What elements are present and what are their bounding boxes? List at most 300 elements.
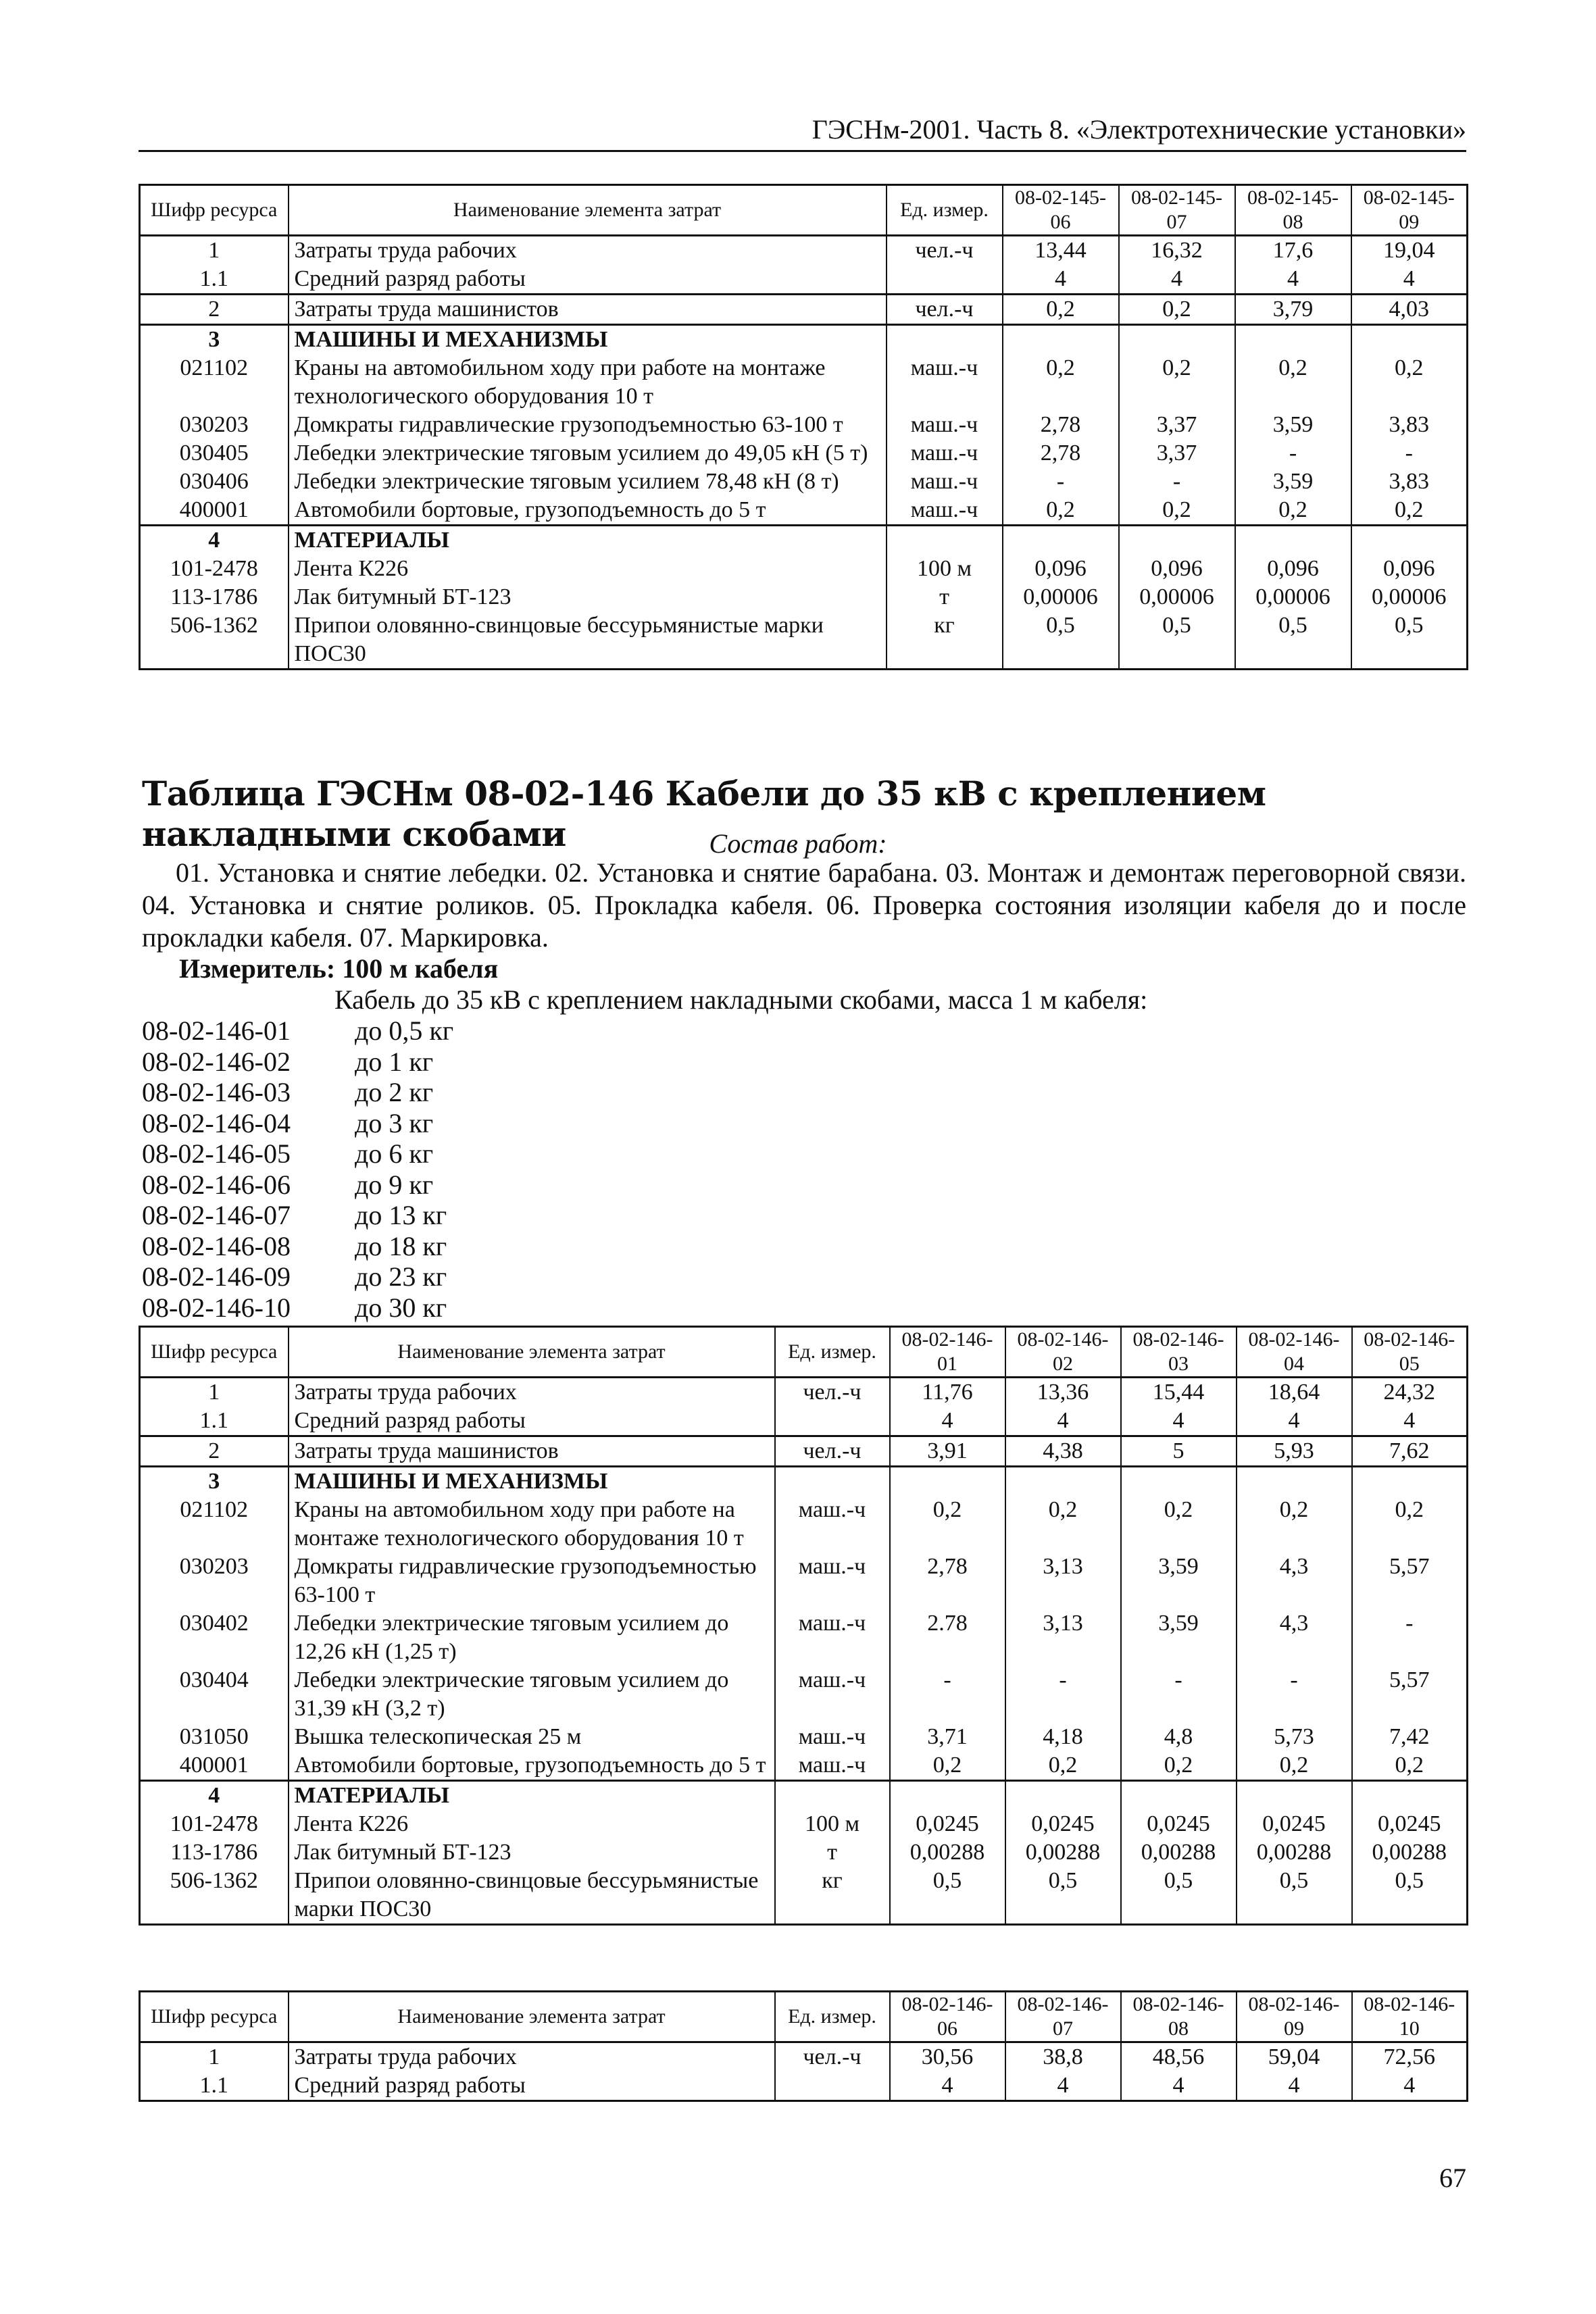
cell-code: 030402 <box>140 1609 289 1666</box>
cell-value: 3,37 <box>1119 411 1235 439</box>
cell-name: Автомобили бортовые, грузоподъемность до 5 т <box>289 496 887 526</box>
col-header-name: Наименование элемента затрат <box>289 1327 775 1378</box>
cell-value: 0,2 <box>1003 354 1119 411</box>
cell-value: 0,2 <box>1352 1751 1468 1781</box>
col-header-name: Наименование элемента затрат <box>289 185 887 236</box>
cell-value: 17,6 <box>1235 236 1351 266</box>
cell-value: - <box>1005 1666 1121 1723</box>
cell-value: 4,8 <box>1121 1723 1237 1751</box>
variants-intro: Кабель до 35 кВ с креплением накладными скобами, масса 1 м кабеля: <box>334 984 1148 1015</box>
variant-item <box>142 1292 453 1324</box>
cell-value: 3,59 <box>1121 1553 1237 1609</box>
variant-item <box>142 1169 453 1201</box>
cell-value: 0,5 <box>1351 611 1468 670</box>
cell-value <box>1237 1467 1352 1496</box>
table-row <box>140 295 1468 325</box>
cell-value: 7,42 <box>1352 1723 1468 1751</box>
variant-item <box>142 1108 453 1139</box>
cell-value: 0,2 <box>890 1751 1005 1781</box>
table-header-row <box>140 1992 1468 2042</box>
cell-value: 4 <box>1121 1407 1237 1436</box>
variant-item <box>142 1077 453 1108</box>
cell-name: Краны на автомобильном ходу при работе на монтаже технологического оборудования 10 т <box>289 1496 775 1553</box>
cell-code: 021102 <box>140 1496 289 1553</box>
cell-name: Лента К226 <box>289 1810 775 1838</box>
table-row <box>140 265 1468 295</box>
col-header-code: Шифр ресурса <box>140 1327 289 1378</box>
cell-name: Затраты труда машинистов <box>289 1436 775 1467</box>
col-header-code: Шифр ресурса <box>140 1992 289 2042</box>
cell-value: 4 <box>1352 1407 1468 1436</box>
cell-value: 0,5 <box>1119 611 1235 670</box>
cell-value <box>1235 526 1351 555</box>
col-header-unit: Ед. измер. <box>775 1992 890 2042</box>
cell-unit: 100 м <box>775 1810 890 1838</box>
cell-code: 4 <box>140 1781 289 1811</box>
cell-value: 4 <box>890 1407 1005 1436</box>
col-header-norm: 08-02-145-09 <box>1351 185 1468 236</box>
cell-name: Лак битумный БТ-123 <box>289 1838 775 1867</box>
cell-name: Средний разряд работы <box>289 2071 775 2101</box>
cell-name: Лебедки электрические тяговым усилием до 31,39 кН (3,2 т) <box>289 1666 775 1723</box>
cell-value: 0,2 <box>1235 354 1351 411</box>
cell-value: 5,73 <box>1237 1723 1352 1751</box>
variant-list <box>142 1015 453 1323</box>
cell-value: 4 <box>890 2071 1005 2101</box>
cell-value: 0,2 <box>1237 1751 1352 1781</box>
cell-value: 19,04 <box>1351 236 1468 266</box>
cell-value: 4,3 <box>1237 1609 1352 1666</box>
table-row <box>140 555 1468 583</box>
cell-name: МАТЕРИАЛЫ <box>289 1781 775 1811</box>
cell-unit: маш.-ч <box>775 1751 890 1781</box>
cell-value: 0,2 <box>1235 496 1351 526</box>
cell-name: МАШИНЫ И МЕХАНИЗМЫ <box>289 1467 775 1496</box>
cell-code: 101-2478 <box>140 555 289 583</box>
cell-value: 0,5 <box>1237 1867 1352 1925</box>
cell-unit: маш.-ч <box>887 468 1003 496</box>
col-header-norm: 08-02-145-06 <box>1003 185 1119 236</box>
variant-desc: до 18 кг <box>355 1230 447 1261</box>
cell-value: 2.78 <box>890 1609 1005 1666</box>
variant-code: 08-02-146-09 <box>142 1261 291 1292</box>
cell-value: 0,00006 <box>1235 583 1351 611</box>
cell-code: 2 <box>140 295 289 325</box>
cell-value: 0,00006 <box>1351 583 1468 611</box>
norm-table-146-a <box>139 1326 1468 1926</box>
cell-value: 0,096 <box>1003 555 1119 583</box>
cell-value: 4 <box>1003 265 1119 295</box>
cell-value: 0,5 <box>1352 1867 1468 1925</box>
cell-value <box>1235 325 1351 355</box>
cell-value: 2,78 <box>1003 439 1119 468</box>
table-row <box>140 1609 1468 1666</box>
cell-value: 2,78 <box>890 1553 1005 1609</box>
variant-code: 08-02-146-01 <box>142 1015 291 1046</box>
cell-value: 0,5 <box>890 1867 1005 1925</box>
cell-value: 48,56 <box>1121 2042 1237 2072</box>
cell-value: 0,00006 <box>1003 583 1119 611</box>
cell-value: 3,83 <box>1351 468 1468 496</box>
cell-code: 030203 <box>140 1553 289 1609</box>
cell-unit: чел.-ч <box>887 295 1003 325</box>
cell-value: 0,2 <box>1005 1496 1121 1553</box>
col-header-norm: 08-02-146-02 <box>1005 1327 1121 1378</box>
cell-code: 1.1 <box>140 2071 289 2101</box>
cell-code: 113-1786 <box>140 1838 289 1867</box>
col-header-norm: 08-02-146-01 <box>890 1327 1005 1378</box>
cell-name: Затраты труда рабочих <box>289 2042 775 2072</box>
cell-value <box>1351 325 1468 355</box>
cell-value: 4 <box>1121 2071 1237 2101</box>
cell-value: 0,096 <box>1119 555 1235 583</box>
col-header-norm: 08-02-146-07 <box>1005 1992 1121 2042</box>
cell-code: 030405 <box>140 439 289 468</box>
cell-code: 1 <box>140 236 289 266</box>
cell-name: Лак битумный БТ-123 <box>289 583 887 611</box>
table-row <box>140 236 1468 266</box>
variant-desc: до 23 кг <box>355 1261 447 1292</box>
cell-value: 4 <box>1237 2071 1352 2101</box>
cell-unit: маш.-ч <box>775 1553 890 1609</box>
cell-value: 3,59 <box>1121 1609 1237 1666</box>
cell-value: 0,5 <box>1005 1867 1121 1925</box>
cell-value: 3,91 <box>890 1436 1005 1467</box>
cell-unit: кг <box>775 1867 890 1925</box>
variant-code: 08-02-146-03 <box>142 1077 291 1107</box>
cell-name: МАШИНЫ И МЕХАНИЗМЫ <box>289 325 887 355</box>
cell-code: 4 <box>140 526 289 555</box>
cell-value: 0,2 <box>1237 1496 1352 1553</box>
cell-unit: чел.-ч <box>887 236 1003 266</box>
cell-name: Средний разряд работы <box>289 265 887 295</box>
cell-unit <box>887 265 1003 295</box>
cell-value: 2,78 <box>1003 411 1119 439</box>
cell-value: 3,37 <box>1119 439 1235 468</box>
cell-code: 1 <box>140 2042 289 2072</box>
table-row <box>140 2071 1468 2101</box>
table-row <box>140 1407 1468 1436</box>
cell-value: 4 <box>1119 265 1235 295</box>
measure-unit: Измеритель: 100 м кабеля <box>179 953 499 984</box>
variant-code: 08-02-146-07 <box>142 1200 291 1230</box>
cell-value: 0,2 <box>1005 1751 1121 1781</box>
cell-value: 0,2 <box>1119 354 1235 411</box>
cell-value: 4 <box>1237 1407 1352 1436</box>
cell-value: 11,76 <box>890 1378 1005 1407</box>
table-row <box>140 468 1468 496</box>
cell-code: 030404 <box>140 1666 289 1723</box>
cell-name: Краны на автомобильном ходу при работе на монтаже технологического оборудования 10 т <box>289 354 887 411</box>
col-header-name: Наименование элемента затрат <box>289 1992 775 2042</box>
variant-desc: до 0,5 кг <box>355 1015 454 1046</box>
col-header-norm: 08-02-146-04 <box>1237 1327 1352 1378</box>
cell-value: 0,2 <box>1003 496 1119 526</box>
composition-heading: Состав работ: <box>709 828 887 859</box>
cell-value: 4,3 <box>1237 1553 1352 1609</box>
cell-unit: т <box>775 1838 890 1867</box>
composition-text: 01. Установка и снятие лебедки. 02. Установка и снятие барабана. 03. Монтаж и демонтаж переговорной связи. 04. Установка и снятие роликов. 05. Прокладка кабеля. 06. Проверка состояния изоляции кабеля до и после прокладки кабеля. 07. Маркировка. <box>142 857 1466 953</box>
table-row <box>140 411 1468 439</box>
cell-value: 5,57 <box>1352 1666 1468 1723</box>
cell-value: 0,2 <box>1003 295 1119 325</box>
cell-value: 4 <box>1235 265 1351 295</box>
cell-value: 3,59 <box>1235 411 1351 439</box>
table-row <box>140 1467 1468 1496</box>
cell-value: 0,5 <box>1121 1867 1237 1925</box>
cell-value <box>1005 1781 1121 1811</box>
running-header: ГЭСНм-2001. Часть 8. «Электротехнические установки» <box>139 114 1466 152</box>
cell-value: 0,2 <box>1351 354 1468 411</box>
cell-value: 0,0245 <box>1237 1810 1352 1838</box>
cell-value: - <box>890 1666 1005 1723</box>
cell-unit: маш.-ч <box>887 496 1003 526</box>
cell-value: 18,64 <box>1237 1378 1352 1407</box>
col-header-norm: 08-02-146-03 <box>1121 1327 1237 1378</box>
cell-value: 38,8 <box>1005 2042 1121 2072</box>
cell-unit: маш.-ч <box>887 439 1003 468</box>
cell-code: 400001 <box>140 1751 289 1781</box>
cell-value <box>1121 1781 1237 1811</box>
cell-value: 30,56 <box>890 2042 1005 2072</box>
col-header-norm: 08-02-146-10 <box>1352 1992 1468 2042</box>
cell-unit: маш.-ч <box>775 1609 890 1666</box>
variant-code: 08-02-146-10 <box>142 1292 291 1323</box>
table-row <box>140 583 1468 611</box>
variant-item <box>142 1231 453 1262</box>
cell-value: - <box>1119 468 1235 496</box>
cell-code: 113-1786 <box>140 583 289 611</box>
cell-unit <box>775 2071 890 2101</box>
cell-value: 0,2 <box>1119 496 1235 526</box>
cell-value: 4 <box>1005 2071 1121 2101</box>
cell-value: - <box>1235 439 1351 468</box>
cell-code: 1.1 <box>140 265 289 295</box>
variant-code: 08-02-146-04 <box>142 1107 291 1138</box>
cell-name: Автомобили бортовые, грузоподъемность до 5 т <box>289 1751 775 1781</box>
cell-code: 2 <box>140 1436 289 1467</box>
table-row <box>140 1436 1468 1467</box>
cell-value <box>1352 1781 1468 1811</box>
cell-unit: маш.-ч <box>887 354 1003 411</box>
cell-value <box>1121 1467 1237 1496</box>
cell-unit <box>775 1781 890 1811</box>
cell-value: 0,0245 <box>1121 1810 1237 1838</box>
table-row <box>140 1666 1468 1723</box>
page-number: 67 <box>1439 2163 1466 2193</box>
table-row <box>140 1781 1468 1811</box>
col-header-norm: 08-02-145-08 <box>1235 185 1351 236</box>
cell-unit <box>887 526 1003 555</box>
cell-value: 0,2 <box>1119 295 1235 325</box>
table-row <box>140 611 1468 670</box>
cell-value <box>1003 526 1119 555</box>
cell-unit: чел.-ч <box>775 1378 890 1407</box>
table-row <box>140 1838 1468 1867</box>
cell-unit: маш.-ч <box>775 1723 890 1751</box>
cell-value: 3,83 <box>1351 411 1468 439</box>
variant-code: 08-02-146-06 <box>142 1169 291 1200</box>
cell-value <box>1352 1467 1468 1496</box>
col-header-norm: 08-02-145-07 <box>1119 185 1235 236</box>
cell-value: 0,00006 <box>1119 583 1235 611</box>
norm-table-145 <box>139 184 1468 670</box>
cell-unit: маш.-ч <box>887 411 1003 439</box>
cell-value: 0,096 <box>1235 555 1351 583</box>
cell-name: Припои оловянно-свинцовые бессурьмянистые марки ПОС30 <box>289 1867 775 1925</box>
cell-code: 030406 <box>140 468 289 496</box>
cell-value <box>890 1467 1005 1496</box>
cell-value: 5,93 <box>1237 1436 1352 1467</box>
cell-value <box>1005 1467 1121 1496</box>
cell-value: 3,13 <box>1005 1553 1121 1609</box>
cell-value: 59,04 <box>1237 2042 1352 2072</box>
cell-unit: 100 м <box>887 555 1003 583</box>
cell-name: Лебедки электрические тяговым усилием 78,48 кН (8 т) <box>289 468 887 496</box>
col-header-unit: Ед. измер. <box>887 185 1003 236</box>
cell-code: 031050 <box>140 1723 289 1751</box>
cell-code: 101-2478 <box>140 1810 289 1838</box>
cell-name: Лебедки электрические тяговым усилием до 49,05 кН (5 т) <box>289 439 887 468</box>
variant-desc: до 13 кг <box>355 1200 447 1230</box>
cell-value <box>1003 325 1119 355</box>
cell-code: 021102 <box>140 354 289 411</box>
cell-value: 0,2 <box>1121 1751 1237 1781</box>
col-header-code: Шифр ресурса <box>140 185 289 236</box>
cell-value: 0,00288 <box>1005 1838 1121 1867</box>
cell-value <box>1119 526 1235 555</box>
table-header-row <box>140 1327 1468 1378</box>
table-row <box>140 1496 1468 1553</box>
cell-value <box>890 1781 1005 1811</box>
cell-value: 3,59 <box>1235 468 1351 496</box>
table-row <box>140 1810 1468 1838</box>
col-header-norm: 08-02-146-06 <box>890 1992 1005 2042</box>
cell-value: 4,38 <box>1005 1436 1121 1467</box>
variant-item <box>142 1261 453 1292</box>
cell-unit: маш.-ч <box>775 1666 890 1723</box>
cell-value: 4,18 <box>1005 1723 1121 1751</box>
variant-desc: до 3 кг <box>355 1107 434 1138</box>
cell-name: Домкраты гидравлические грузоподъемностью 63-100 т <box>289 411 887 439</box>
cell-code: 030203 <box>140 411 289 439</box>
variant-code: 08-02-146-02 <box>142 1046 291 1077</box>
table-body <box>140 2042 1468 2101</box>
cell-value: 5,57 <box>1352 1553 1468 1609</box>
cell-unit <box>775 1407 890 1436</box>
table-row <box>140 526 1468 555</box>
cell-unit: чел.-ч <box>775 2042 890 2072</box>
norm-table-146-b <box>139 1990 1468 2102</box>
table-row <box>140 1867 1468 1925</box>
cell-code: 506-1362 <box>140 611 289 670</box>
cell-value <box>1237 1781 1352 1811</box>
cell-value: 16,32 <box>1119 236 1235 266</box>
variant-item <box>142 1138 453 1169</box>
cell-unit: т <box>887 583 1003 611</box>
cell-value: 24,32 <box>1352 1378 1468 1407</box>
cell-value: 0,2 <box>1352 1496 1468 1553</box>
cell-value: 3,71 <box>890 1723 1005 1751</box>
cell-value: 4 <box>1351 265 1468 295</box>
cell-value: 4 <box>1005 1407 1121 1436</box>
cell-value: 0,00288 <box>890 1838 1005 1867</box>
col-header-unit: Ед. измер. <box>775 1327 890 1378</box>
cell-unit <box>775 1467 890 1496</box>
variant-desc: до 2 кг <box>355 1077 434 1107</box>
col-header-norm: 08-02-146-08 <box>1121 1992 1237 2042</box>
cell-name: Вышка телескопическая 25 м <box>289 1723 775 1751</box>
cell-value: 5 <box>1121 1436 1237 1467</box>
cell-name: МАТЕРИАЛЫ <box>289 526 887 555</box>
cell-unit: чел.-ч <box>775 1436 890 1467</box>
cell-name: Затраты труда машинистов <box>289 295 887 325</box>
cell-value: 0,2 <box>1121 1496 1237 1553</box>
variant-desc: до 1 кг <box>355 1046 434 1077</box>
variant-desc: до 9 кг <box>355 1169 434 1200</box>
cell-value <box>1119 325 1235 355</box>
variant-code: 08-02-146-08 <box>142 1230 291 1261</box>
cell-value: 0,2 <box>890 1496 1005 1553</box>
variant-desc: до 30 кг <box>355 1292 447 1323</box>
cell-value: 0,5 <box>1003 611 1119 670</box>
cell-value: 0,2 <box>1351 496 1468 526</box>
cell-value: - <box>1351 439 1468 468</box>
cell-value <box>1351 526 1468 555</box>
cell-code: 3 <box>140 1467 289 1496</box>
table-body <box>140 1378 1468 1925</box>
cell-value: 7,62 <box>1352 1436 1468 1467</box>
cell-name: Средний разряд работы <box>289 1407 775 1436</box>
variant-item <box>142 1015 453 1047</box>
table-row <box>140 439 1468 468</box>
variant-item <box>142 1047 453 1078</box>
cell-value: 3,79 <box>1235 295 1351 325</box>
table-row <box>140 2042 1468 2072</box>
table-row <box>140 354 1468 411</box>
cell-value: 0,0245 <box>1352 1810 1468 1838</box>
cell-value: 3,13 <box>1005 1609 1121 1666</box>
cell-unit: кг <box>887 611 1003 670</box>
cell-code: 400001 <box>140 496 289 526</box>
cell-value: 0,0245 <box>890 1810 1005 1838</box>
cell-unit <box>887 325 1003 355</box>
cell-value: 0,00288 <box>1237 1838 1352 1867</box>
cell-name: Лебедки электрические тяговым усилием до 12,26 кН (1,25 т) <box>289 1609 775 1666</box>
cell-value: 15,44 <box>1121 1378 1237 1407</box>
table-row <box>140 325 1468 355</box>
cell-value: 0,00288 <box>1121 1838 1237 1867</box>
cell-name: Затраты труда рабочих <box>289 236 887 266</box>
table-body <box>140 236 1468 670</box>
table-header-row <box>140 185 1468 236</box>
cell-value: 4 <box>1352 2071 1468 2101</box>
cell-value: - <box>1352 1609 1468 1666</box>
cell-value: - <box>1237 1666 1352 1723</box>
table-row <box>140 1378 1468 1407</box>
cell-code: 3 <box>140 325 289 355</box>
cell-name: Лента К226 <box>289 555 887 583</box>
cell-code: 506-1362 <box>140 1867 289 1925</box>
table-row <box>140 496 1468 526</box>
cell-value: 4,03 <box>1351 295 1468 325</box>
cell-value: - <box>1003 468 1119 496</box>
cell-value: 13,44 <box>1003 236 1119 266</box>
cell-name: Домкраты гидравлические грузоподъемностью 63-100 т <box>289 1553 775 1609</box>
cell-value: 72,56 <box>1352 2042 1468 2072</box>
table-row <box>140 1723 1468 1751</box>
cell-unit: маш.-ч <box>775 1496 890 1553</box>
